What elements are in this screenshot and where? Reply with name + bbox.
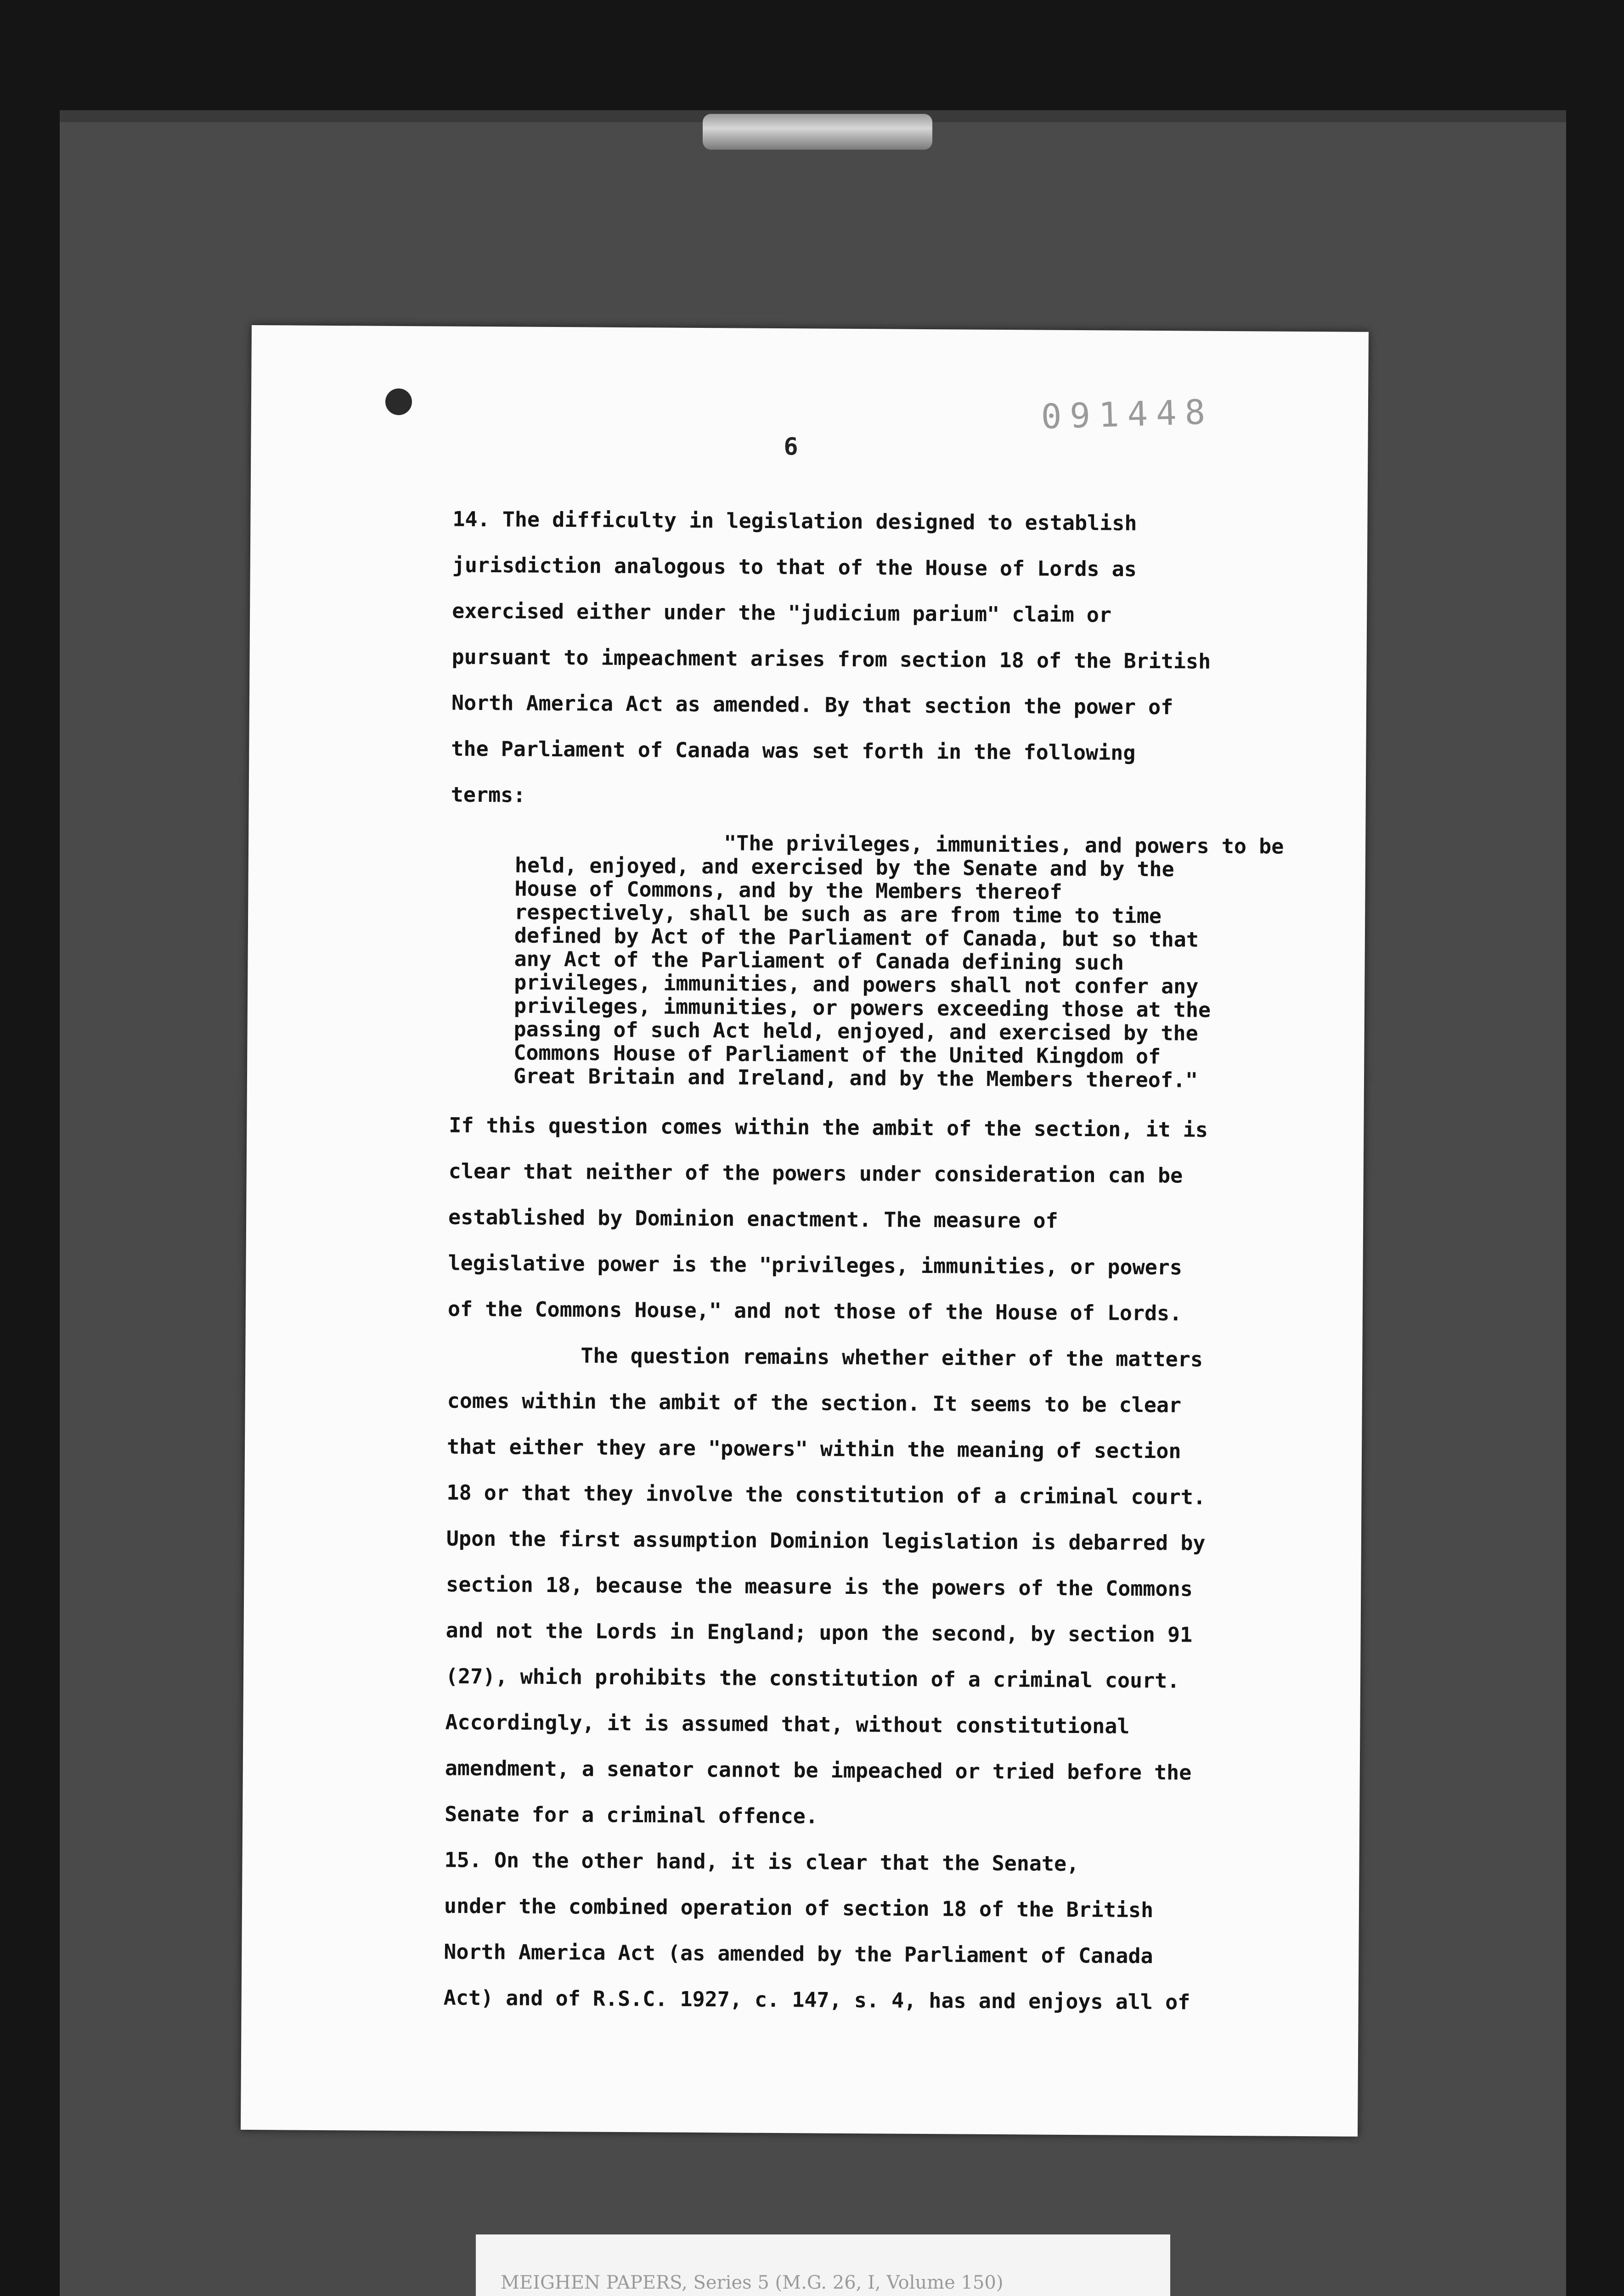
text-line: 15. On the other hand, it is clear that the Senate, — [444, 1847, 1079, 1876]
text-line: the Parliament of Canada was set forth in the following — [451, 736, 1136, 765]
paper-clip — [703, 114, 932, 150]
text-line: legislative power is the "privileges, immunities, or powers — [448, 1250, 1183, 1280]
text-line: Accordingly, it is assumed that, without constitutional — [445, 1710, 1130, 1739]
text-line: that either they are "powers" within the meaning of section — [446, 1434, 1181, 1463]
text-line: exercised either under the "judicium parium" claim or — [452, 598, 1112, 627]
paragraph-after-quote — [448, 1103, 1313, 1337]
paragraph-14 — [451, 496, 1316, 823]
text-line: North America Act as amended. By that section the power of — [451, 690, 1173, 720]
text-line: 14. The difficulty in legislation designed to establish — [452, 506, 1137, 535]
text-line: of the Commons House," and not those of the House of Lords. — [447, 1296, 1182, 1326]
text-line: comes within the ambit of the section. It seems to be clear — [447, 1388, 1182, 1418]
text-line: section 18, because the measure is the powers of the Commons — [446, 1572, 1193, 1601]
text-line: 18 or that they involve the constitution of a criminal court. — [446, 1480, 1206, 1509]
text-line: The question remains whether either of the matters — [581, 1343, 1203, 1372]
text-line: amendment, a senator cannot be impeached or tried before the — [445, 1756, 1192, 1785]
text-line: (27), which prohibits the constitution of a criminal court. — [445, 1664, 1180, 1693]
text-line: pursuant to impeachment arises from section 18 of the British — [451, 644, 1211, 674]
text-line: established by Dominion enactment. The measure of — [448, 1204, 1058, 1233]
text-line: Upon the first assumption Dominion legislation is debarred by — [446, 1526, 1206, 1555]
quote-line: Commons House of Parliament of the United Kingdom of — [513, 1040, 1161, 1069]
quote-line: respectively, shall be such as are from time to time — [514, 900, 1162, 929]
block-quote — [449, 830, 1314, 1092]
text-line: and not the Lords in England; upon the second, by section 91 — [445, 1618, 1193, 1647]
series-label-text: MEIGHEN PAPERS, Series 5 (M.G. 26, I, Volume 150) — [501, 2272, 1004, 2293]
quote-line: defined by Act of the Parliament of Canada, but so that — [514, 923, 1199, 952]
text-line: Senate for a criminal offence. — [445, 1801, 818, 1829]
text-line: jurisdiction analogous to that of the House of Lords as — [452, 552, 1137, 581]
paragraph-15 — [443, 1837, 1308, 2026]
text-line: clear that neither of the powers under consideration can be — [448, 1159, 1183, 1188]
quote-line: privileges, immunities, or powers exceeding those at the — [513, 993, 1211, 1022]
text-line: North America Act (as amended by the Parliament of Canada — [444, 1939, 1153, 1969]
stamp-number: 091448 — [1040, 392, 1214, 437]
punch-hole-icon — [385, 388, 412, 415]
quote-line: House of Commons, and by the Members thereof — [514, 876, 1062, 904]
paragraph-question — [445, 1332, 1311, 1842]
document-page — [241, 325, 1369, 2137]
text-line: under the combined operation of section 18 of the British — [444, 1893, 1154, 1923]
text-line: Act) and of R.S.C. 1927, c. 147, s. 4, has and enjoys all of — [443, 1985, 1190, 2015]
text-line: If this question comes within the ambit of the section, it is — [449, 1113, 1208, 1142]
quote-line: "The privileges, immunities, and powers to be — [723, 831, 1284, 859]
quote-line: privileges, immunities, and powers shall not confer any — [514, 970, 1199, 999]
quote-line: any Act of the Parliament of Canada defining such — [514, 946, 1124, 975]
page-number: 6 — [784, 433, 798, 461]
text-line: terms: — [451, 782, 526, 807]
quote-line: passing of such Act held, enjoyed, and exercised by the — [513, 1017, 1198, 1046]
quote-line: held, enjoyed, and exercised by the Senate and by the — [514, 853, 1174, 882]
quote-line: Great Britain and Ireland, and by the Members thereof." — [513, 1064, 1198, 1092]
